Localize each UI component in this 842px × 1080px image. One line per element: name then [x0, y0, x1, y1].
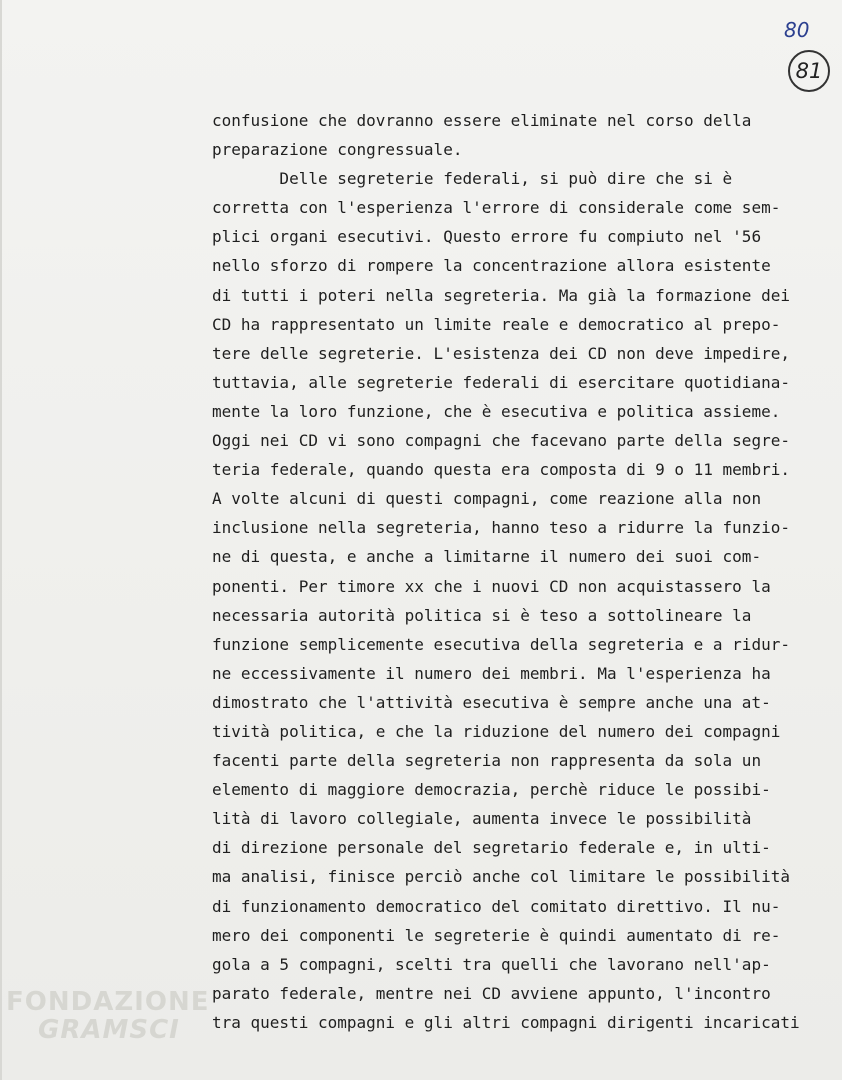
- page-number-circled: 81: [788, 50, 830, 92]
- text-line: ponenti. Per timore xx che i nuovi CD non acquistassero la: [212, 576, 771, 596]
- text-line: ne eccessivamente il numero dei membri. Ma l'esperienza ha: [212, 663, 771, 683]
- text-line: ma analisi, finisce perciò anche col limitare le possibilità: [212, 867, 790, 887]
- text-line: mente la loro funzione, che è esecutiva e politica assieme.: [212, 401, 781, 421]
- text-line: Oggi nei CD vi sono compagni che facevano parte della segre-: [212, 431, 790, 451]
- text-line: funzione semplicemente esecutiva della segreteria e a ridur-: [212, 634, 790, 654]
- text-line: facenti parte della segreteria non rappresenta da sola un: [212, 751, 762, 771]
- text-line: Delle segreterie federali, si può dire che si è: [212, 169, 733, 189]
- text-line: dimostrato che l'attività esecutiva è sempre anche una at-: [212, 692, 771, 712]
- text-line: confusione che dovranno essere eliminate nel corso della: [212, 111, 752, 130]
- watermark-line-2: GRAMSCI: [38, 1015, 180, 1045]
- text-line: preparazione congressuale.: [212, 140, 463, 160]
- text-line: nello sforzo di rompere la concentrazione allora esistente: [212, 256, 771, 276]
- text-line: di direzione personale del segretario federale e, in ulti-: [212, 838, 771, 858]
- foundation-watermark: [6, 988, 209, 1044]
- text-line: tere delle segreterie. L'esistenza dei CD non deve impedire,: [212, 343, 790, 363]
- text-line: parato federale, mentre nei CD avviene appunto, l'incontro: [212, 983, 771, 1003]
- text-line: tività politica, e che la riduzione del numero dei compagni: [212, 721, 781, 741]
- page-number-handwritten: 80: [784, 18, 810, 42]
- text-line: ne di questa, e anche a limitarne il numero dei suoi com-: [212, 547, 762, 567]
- text-line: inclusione nella segreteria, hanno teso a ridurre la funzio-: [212, 518, 790, 538]
- typed-body-text: [212, 106, 837, 1037]
- text-line: tuttavia, alle segreterie federali di esercitare quotidiana-: [212, 372, 790, 392]
- text-line: lità di lavoro collegiale, aumenta invece le possibilità: [212, 809, 752, 829]
- text-line: teria federale, quando questa era composta di 9 o 11 membri.: [212, 460, 790, 480]
- watermark-line-1: FONDAZIONE: [6, 987, 210, 1017]
- text-line: di funzionamento democratico del comitato direttivo. Il nu-: [212, 896, 781, 916]
- text-line: tra questi compagni e gli altri compagni dirigenti incaricati: [212, 1012, 800, 1032]
- text-line: di tutti i poteri nella segreteria. Ma già la formazione dei: [212, 285, 790, 305]
- text-line: mero dei componenti le segreterie è quindi aumentato di re-: [212, 925, 781, 945]
- text-line: A volte alcuni di questi compagni, come reazione alla non: [212, 489, 762, 509]
- text-line: corretta con l'esperienza l'errore di considerale come sem-: [212, 198, 781, 218]
- text-line: necessaria autorità politica si è teso a sottolineare la: [212, 605, 752, 625]
- text-line: gola a 5 compagni, scelti tra quelli che lavorano nell'ap-: [212, 954, 771, 974]
- text-line: CD ha rappresentato un limite reale e democratico al prepo-: [212, 314, 781, 334]
- text-line: plici organi esecutivi. Questo errore fu compiuto nel '56: [212, 227, 762, 247]
- text-line: elemento di maggiore democrazia, perchè riduce le possibi-: [212, 780, 771, 800]
